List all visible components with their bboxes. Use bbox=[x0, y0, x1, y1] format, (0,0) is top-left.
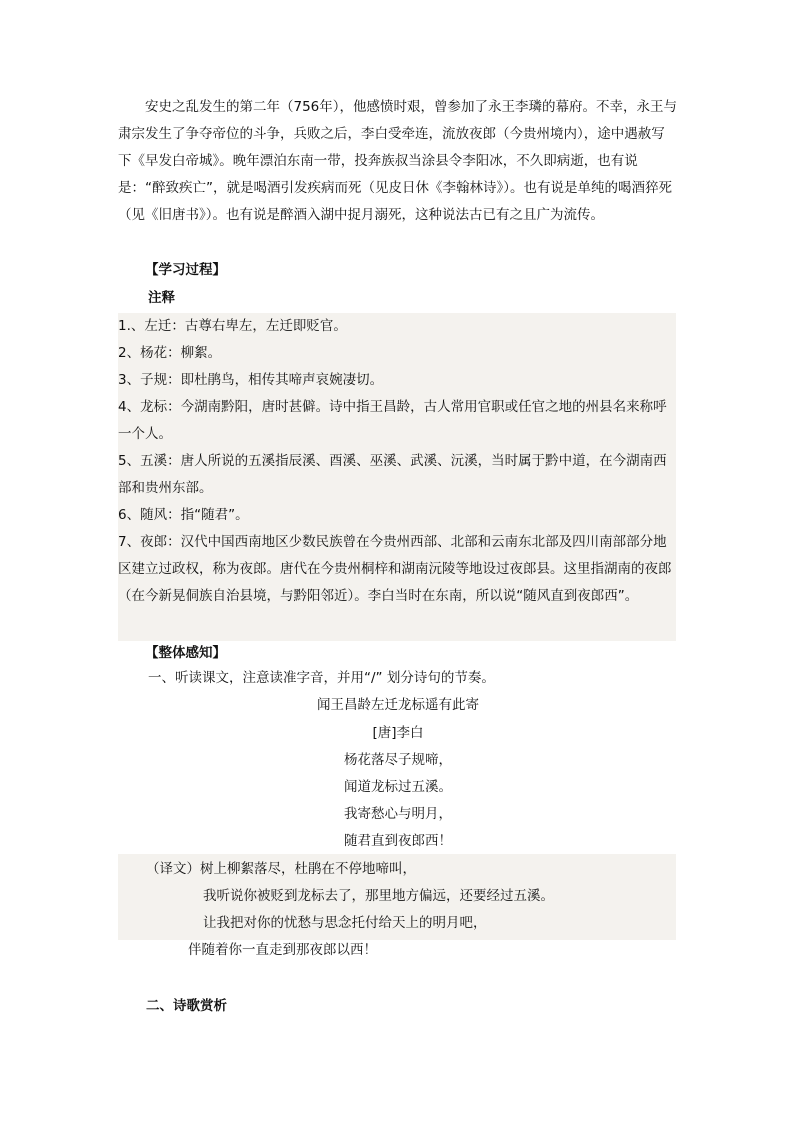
translation-line: 让我把对你的忧愁与思念托付给天上的明月吧， bbox=[203, 915, 487, 931]
poem-line: 闻道龙标过五溪。 bbox=[344, 779, 452, 795]
intro-paragraph: 安史之乱发生的第二年（756年），他感愤时艰，曾参加了永王李璘的幕府。不幸，永王与肃宗发生了争夺帝位的斗争，兵败之后，李白受牵连，流放夜郎（今贵州境内），途中遇赦写下《早发白帝城》。晚年漂泊东南一带，投奔族叔当涂县令李阳冰，不久即病逝，也有说是：“醉致疾亡”，就是喝酒引发疾病而死（见皮日休《李翰林诗》）。也有说是单纯的喝酒猝死（见《旧唐书》）。也有说是醉酒入湖中捉月溺死，这种说法古已有之且广为流传。 bbox=[118, 99, 678, 223]
poem-author: [唐]李白 bbox=[372, 725, 424, 741]
note-item: 4、龙标：今湖南黔阳，唐时甚僻。诗中指王昌龄，古人常用官职或任官之地的州县名来称呼一个人。 bbox=[118, 399, 667, 442]
note-item: 5、五溪：唐人所说的五溪指辰溪、酉溪、巫溪、武溪、沅溪，当时属于黔中道，在今湖南西部和贵州东部。 bbox=[118, 453, 667, 496]
translation-line: （译文）树上柳絮落尽，杜鹃在不停地啼叫， bbox=[146, 861, 416, 877]
note-item: 6、随风：指“随君”。 bbox=[118, 507, 249, 523]
task-instruction: 一、听读课文，注意读准字音，并用“/” 划分诗句的节奏。 bbox=[148, 670, 495, 686]
poem-title: 闻王昌龄左迁龙标遥有此寄 bbox=[317, 697, 479, 713]
section-heading-appreciation: 二、诗歌赏析 bbox=[146, 998, 227, 1014]
note-item: 2、杨花：柳絮。 bbox=[118, 345, 222, 361]
note-item: 7、夜郎：汉代中国西南地区少数民族曾在今贵州西部、北部和云南东北部及四川南部部分地区建立过政权，称为夜郎。唐代在今贵州桐梓和湖南沅陵等地设过夜郎县。这里指湖南的夜郎（在今新晃侗族自治县境，与黔阳邻近）。李白当时在东南，所以说“随风直到夜郎西”。 bbox=[118, 534, 672, 604]
translation-line: 伴随着你一直走到那夜郎以西！ bbox=[188, 942, 377, 958]
notes-title: 注释 bbox=[148, 290, 175, 306]
poem-line: 杨花落尽子规啼， bbox=[344, 752, 452, 768]
note-item: 1.、左迁：古尊右卑左，左迁即贬官。 bbox=[118, 318, 347, 334]
section-heading-overall: 【整体感知】 bbox=[145, 645, 226, 661]
poem-line: 随君直到夜郎西！ bbox=[344, 833, 452, 849]
poem-line: 我寄愁心与明月， bbox=[344, 806, 452, 822]
note-item: 3、子规：即杜鹃鸟，相传其啼声哀婉凄切。 bbox=[118, 372, 384, 388]
translation-line: 我听说你被贬到龙标去了，那里地方偏远，还要经过五溪。 bbox=[203, 888, 554, 904]
section-heading-learning: 【学习过程】 bbox=[145, 262, 226, 278]
